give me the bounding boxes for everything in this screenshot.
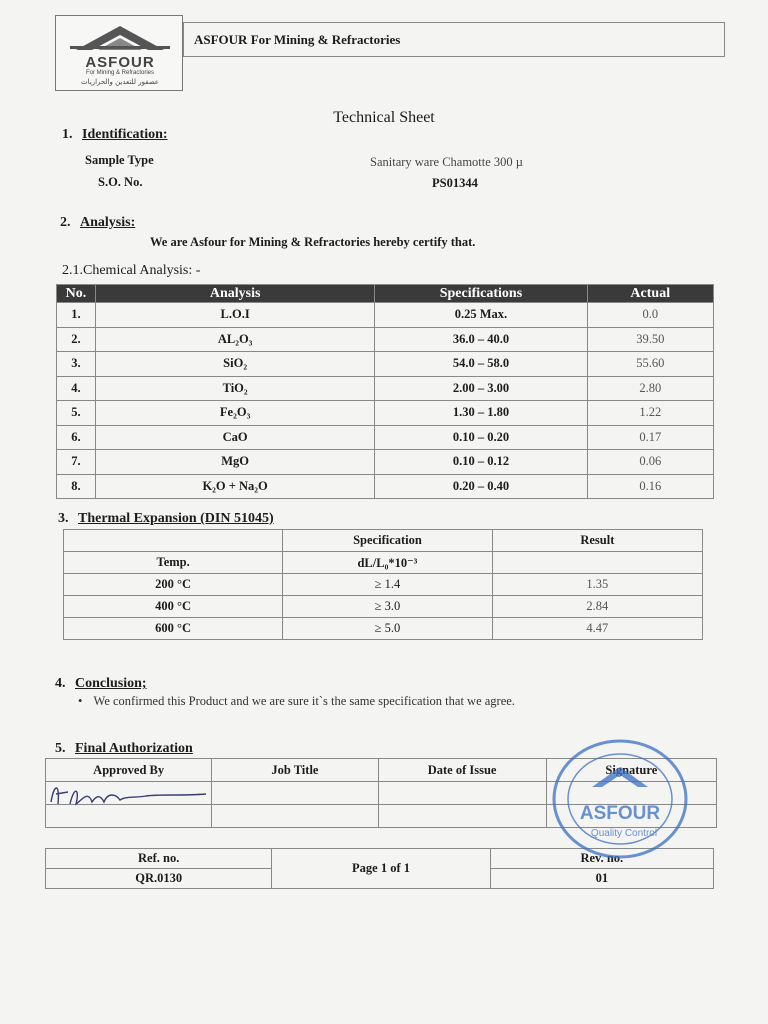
section-number: 2. [60,215,71,230]
row-number: 3. [57,352,96,377]
table-row [64,574,703,596]
conclusion-heading [55,676,147,692]
column-header: Date of Issue [378,759,546,782]
thermal-expansion-table [63,529,703,640]
column-header: Specifications [375,285,587,303]
row-number: 1. [57,303,96,328]
bullet-icon: • [78,694,83,708]
column-header: Job Title [212,759,378,782]
actual-value: 1.22 [587,401,713,426]
table-row [64,596,703,618]
row-number: 8. [57,474,96,499]
specification-value: 0.10 – 0.20 [375,425,587,450]
table-row [64,552,703,574]
sample-type-label: Sample Type [85,153,154,167]
table-header-row [57,285,714,303]
table-row [64,618,703,640]
approved-by-signature-cell [46,782,212,805]
actual-value: 0.17 [587,425,713,450]
specification-value: 0.25 Max. [375,303,587,328]
certify-statement: We are Asfour for Mining & Refractories hereby certify that. [150,235,476,249]
row-number: 4. [57,376,96,401]
row-number: 5. [57,401,96,426]
analysis-name: TiO₂ [95,376,375,401]
specification-value: ≥ 3.0 [283,596,492,618]
stamp-sub-text: Quality Control [590,828,658,839]
column-header: Approved By [46,759,212,782]
row-number: 2. [57,327,96,352]
analysis-name: L.O.I [95,303,375,328]
logo-tagline: For Mining & Refractories [85,70,155,76]
specification-value: 0.10 – 0.12 [375,450,587,475]
specification-value: 1.30 – 1.80 [375,401,587,426]
section-title: Thermal Expansion (DIN 51045) [78,511,274,526]
table-row [57,450,714,475]
analysis-name: CaO [95,425,375,450]
column-header: Specification [283,530,492,552]
chemical-analysis-table [56,284,714,499]
analysis-name: K₂O + Na₂O [95,474,375,499]
table-row [57,401,714,426]
conclusion-text: We confirmed this Product and we are sure it`s the same specification that we agree. [93,694,515,708]
specification-value: 2.00 – 3.00 [375,376,587,401]
column-header: Signature [546,759,716,782]
analysis-name: Fe₂O₃ [95,401,375,426]
table-row [57,303,714,328]
conclusion-bullet [78,694,515,709]
analysis-name: SiO₂ [95,352,375,377]
section-number: 5. [55,741,66,756]
page-number: Page 1 of 1 [272,849,490,889]
ref-number-label: Ref. no. [46,849,272,869]
company-name: ASFOUR For Mining & Refractories [194,32,401,47]
section-number: 1. [62,127,73,142]
temp-label: Temp. [64,552,283,574]
sample-type-value: Sanitary ware Chamotte 300 µ [370,155,523,169]
quality-control-stamp [540,737,690,859]
page-title: Technical Sheet [333,109,435,126]
table-row [57,352,714,377]
result-value: 2.84 [492,596,702,618]
section-title: Conclusion; [75,676,147,691]
analysis-heading [60,215,135,231]
column-header: No. [57,285,96,303]
actual-value: 0.16 [587,474,713,499]
temperature: 600 °C [64,618,283,640]
section-title: Final Authorization [75,741,193,756]
company-logo [55,15,183,91]
logo-arabic-name: عصفور للتعدين والحراريات [81,78,159,86]
stamp-brand-text: ASFOUR [579,803,661,824]
section-title: Analysis: [80,215,136,230]
analysis-name: AL₂O₃ [95,327,375,352]
analysis-name: MgO [95,450,375,475]
so-number-label: S.O. No. [98,175,143,189]
temperature: 200 °C [64,574,283,596]
row-number: 7. [57,450,96,475]
identification-heading [62,127,168,143]
table-row [57,474,714,499]
table-row [57,425,714,450]
ref-number-value: QR.0130 [46,869,272,889]
logo-emblem-icon [68,22,172,54]
rev-number-value: 01 [490,869,713,889]
unit-label: dL/L₀*10⁻³ [283,552,492,574]
result-value: 1.35 [492,574,702,596]
actual-value: 0.06 [587,450,713,475]
column-header: Actual [587,285,713,303]
section-title: Identification: [82,127,168,142]
table-header-row [64,530,703,552]
table-row [57,327,714,352]
actual-value: 0.0 [587,303,713,328]
actual-value: 55.60 [587,352,713,377]
stamp-seal-icon [540,737,690,859]
specification-value: 36.0 – 40.0 [375,327,587,352]
specification-value: 0.20 – 0.40 [375,474,587,499]
so-number-value: PS01344 [432,176,478,190]
specification-value: ≥ 5.0 [283,618,492,640]
section-number: 3. [58,511,69,526]
thermal-expansion-heading [58,511,274,527]
temperature: 400 °C [64,596,283,618]
section-number: 4. [55,676,66,691]
actual-value: 39.50 [587,327,713,352]
row-number: 6. [57,425,96,450]
actual-value: 2.80 [587,376,713,401]
result-value: 4.47 [492,618,702,640]
header-bar [183,22,725,57]
column-header: Result [492,530,702,552]
column-header: Analysis [95,285,375,303]
handwritten-signature [46,774,211,814]
table-row [57,376,714,401]
rev-number-label: Rev. no. [490,849,713,869]
specification-value: ≥ 1.4 [283,574,492,596]
authorization-heading [55,741,193,757]
specification-value: 54.0 – 58.0 [375,352,587,377]
logo-wordmark: ASFOUR [85,54,155,71]
chemical-analysis-heading: 2.1.Chemical Analysis: - [62,263,201,278]
